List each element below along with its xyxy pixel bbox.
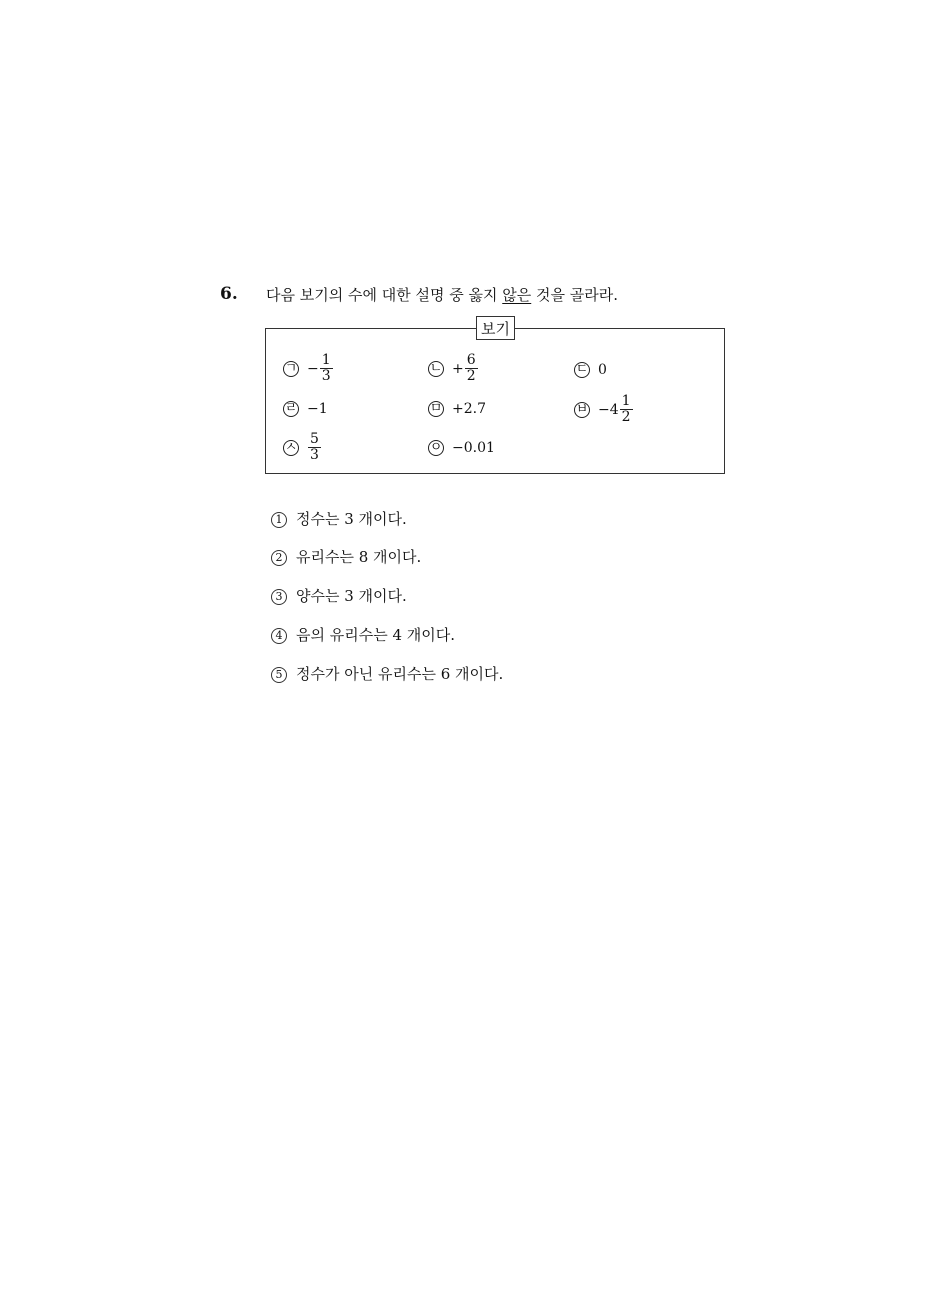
answer-option[interactable] (271, 546, 421, 567)
option-text: 음의 유리수는 4 개이다. (296, 626, 456, 644)
example-item (283, 401, 328, 417)
option-number: 5 (271, 667, 287, 683)
example-item (283, 432, 321, 463)
item-marker: ㅅ (284, 439, 298, 455)
option-text: 양수는 3 개이다. (296, 587, 407, 605)
example-item (574, 394, 633, 425)
item-marker: ㄴ (429, 360, 443, 376)
option-text: 정수가 아닌 유리수는 6 개이다. (296, 665, 504, 683)
item-value (307, 353, 333, 384)
item-marker: ㄱ (284, 360, 298, 376)
numerator: 1 (621, 393, 631, 409)
item-fraction (465, 353, 478, 384)
answer-option[interactable] (271, 585, 407, 606)
denominator: 2 (621, 409, 631, 425)
item-value: −1 (307, 401, 328, 417)
item-value (452, 353, 478, 384)
item-fraction (308, 432, 321, 463)
example-item (283, 353, 333, 384)
option-text: 정수는 3 개이다. (296, 510, 407, 528)
numerator: 5 (310, 431, 319, 447)
item-marker: ㄹ (284, 401, 298, 416)
item-marker: ㅇ (429, 440, 443, 455)
example-item (428, 401, 486, 417)
item-value (307, 432, 321, 463)
item-sign: − (598, 401, 610, 418)
question-text-start: 다음 보기의 수에 대한 설명 중 옳지 (266, 286, 503, 304)
item-marker: ㄷ (575, 362, 589, 377)
option-number: 3 (271, 589, 287, 605)
item-value: −0.01 (452, 440, 495, 456)
item-sign: − (307, 360, 319, 377)
question-text-end: 것을 골라라. (531, 286, 618, 304)
question-text (266, 284, 618, 305)
option-number: 1 (271, 512, 287, 528)
question-number: 6. (220, 284, 238, 304)
denominator: 2 (466, 368, 476, 384)
example-box-label: 보기 (476, 316, 515, 340)
example-item (428, 440, 495, 456)
item-marker: ㅂ (575, 401, 589, 417)
item-fraction (320, 353, 333, 384)
answer-option[interactable] (271, 624, 455, 645)
numerator: 6 (466, 352, 476, 368)
item-integer-part: 4 (609, 401, 619, 418)
denominator: 3 (310, 447, 319, 463)
item-value (598, 394, 633, 425)
item-value: 0 (598, 362, 607, 378)
example-item (428, 353, 478, 384)
question-text-emphasis: 않은 (502, 286, 532, 304)
example-item (574, 362, 607, 378)
denominator: 3 (321, 368, 331, 384)
item-sign: + (452, 360, 464, 377)
item-marker: ㅁ (429, 401, 443, 416)
item-value: +2.7 (452, 401, 486, 417)
option-number: 4 (271, 628, 287, 644)
option-number: 2 (271, 550, 287, 566)
example-box (265, 328, 725, 474)
answer-option[interactable] (271, 663, 503, 684)
option-text: 유리수는 8 개이다. (296, 548, 422, 566)
numerator: 1 (321, 352, 331, 368)
answer-option[interactable] (271, 508, 407, 529)
item-fraction (620, 394, 633, 425)
